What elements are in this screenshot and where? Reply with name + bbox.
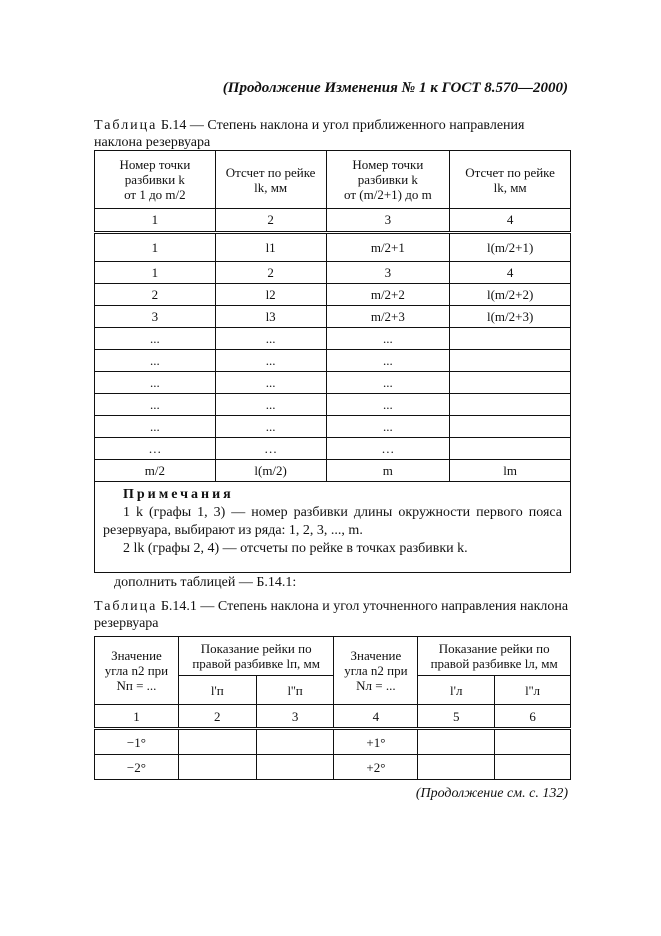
col-number: 2 bbox=[178, 705, 256, 729]
table-cell: l3 bbox=[215, 306, 326, 328]
table2-caption-label: Таблица bbox=[94, 599, 158, 614]
head-text: от 1 до m/2 bbox=[124, 187, 186, 202]
head-text: Показание рейки по bbox=[438, 641, 550, 656]
table-cell: l(m/2) bbox=[215, 460, 326, 482]
table-row bbox=[95, 729, 571, 755]
table-row bbox=[95, 394, 571, 416]
table-cell: −2° bbox=[95, 755, 179, 780]
table-row bbox=[95, 262, 571, 284]
table2-head-angle-l bbox=[334, 637, 418, 705]
table-row bbox=[95, 416, 571, 438]
head-text: Отсчет по рейке bbox=[225, 164, 316, 180]
table1-head-col4 bbox=[450, 151, 571, 209]
col-number: 1 bbox=[95, 705, 179, 729]
table-cell: m/2 bbox=[95, 460, 216, 482]
table-cell: ... bbox=[215, 372, 326, 394]
head-text: Nл = ... bbox=[356, 678, 396, 693]
table-cell: ... bbox=[215, 416, 326, 438]
table-cell: +2° bbox=[334, 755, 418, 780]
table1-notes-row bbox=[95, 482, 571, 573]
note-2: 2 lk (графы 2, 4) — отсчеты по рейке в точках разбивки k. bbox=[123, 541, 468, 556]
head-text: lk, мм bbox=[254, 179, 288, 195]
table-b14-1 bbox=[94, 636, 571, 780]
table-cell bbox=[450, 372, 571, 394]
head-text: разбивки k bbox=[124, 172, 185, 187]
table2-subhead: l'л bbox=[418, 676, 495, 705]
head-text: Номер точки bbox=[119, 157, 191, 172]
table-cell: m/2+3 bbox=[326, 306, 450, 328]
table-cell: ... bbox=[95, 394, 216, 416]
table2-caption-text: Б.14.1 — Степень наклона и угол уточненного направления наклона резервуара bbox=[94, 599, 569, 631]
table1-header-row bbox=[95, 151, 571, 209]
table-cell: m/2+1 bbox=[326, 233, 450, 262]
table2-subhead: l''п bbox=[256, 676, 334, 705]
head-text: разбивки k bbox=[357, 172, 418, 187]
table-cell: m/2+2 bbox=[326, 284, 450, 306]
table-cell: ... bbox=[95, 350, 216, 372]
note-1: 1 k (графы 1, 3) — номер разбивки длины окружности первого пояса резервуара, выбирают из ряда: 1, 2, 3, ..., m. bbox=[103, 505, 562, 538]
table1-caption-text: Б.14 — Степень наклона и угол приближенного направления наклона резервуара bbox=[94, 118, 525, 150]
table-cell: … bbox=[215, 438, 326, 460]
table2-subhead: l''л bbox=[495, 676, 571, 705]
table-cell bbox=[178, 729, 256, 755]
col-number: 5 bbox=[418, 705, 495, 729]
table-cell bbox=[256, 755, 334, 780]
table2-head-left-reading bbox=[418, 637, 571, 676]
table-cell: l2 bbox=[215, 284, 326, 306]
table-row bbox=[95, 233, 571, 262]
table-row bbox=[95, 350, 571, 372]
table-cell: ... bbox=[95, 328, 216, 350]
table2-subhead: l'п bbox=[178, 676, 256, 705]
table1-head-col1 bbox=[95, 151, 216, 209]
table1-head-col3 bbox=[326, 151, 450, 209]
table1-head-col2 bbox=[215, 151, 326, 209]
head-text: Значение bbox=[350, 648, 402, 663]
amendment-instruction: дополнить таблицей — Б.14.1: bbox=[114, 575, 297, 590]
col-number: 4 bbox=[450, 209, 571, 233]
table-cell: m bbox=[326, 460, 450, 482]
head-text: правой разбивке lп, мм bbox=[192, 656, 320, 671]
table-cell: ... bbox=[215, 394, 326, 416]
head-text: от (m/2+1) до m bbox=[344, 187, 432, 202]
page-running-header: (Продолжение Изменения № 1 к ГОСТ 8.570—2000) bbox=[222, 80, 568, 96]
table-cell: l1 bbox=[215, 233, 326, 262]
table-cell: … bbox=[95, 438, 216, 460]
table-cell bbox=[450, 328, 571, 350]
table-row bbox=[95, 372, 571, 394]
table-row bbox=[95, 284, 571, 306]
table-cell: ... bbox=[215, 328, 326, 350]
table-cell: 3 bbox=[326, 262, 450, 284]
table-cell: 1 bbox=[95, 262, 216, 284]
table-cell bbox=[450, 394, 571, 416]
table-cell bbox=[495, 755, 571, 780]
col-number: 6 bbox=[495, 705, 571, 729]
head-text: Отсчет по рейке bbox=[465, 164, 555, 180]
table-cell bbox=[418, 755, 495, 780]
table-cell: 2 bbox=[95, 284, 216, 306]
col-number: 1 bbox=[95, 209, 216, 233]
table-b14 bbox=[94, 150, 571, 573]
table-cell bbox=[418, 729, 495, 755]
table-row bbox=[95, 460, 571, 482]
head-text: Показание рейки по bbox=[200, 641, 312, 656]
table-cell: ... bbox=[215, 350, 326, 372]
table-row bbox=[95, 438, 571, 460]
table-cell bbox=[495, 729, 571, 755]
col-number: 3 bbox=[256, 705, 334, 729]
table-row bbox=[95, 328, 571, 350]
table-cell: +1° bbox=[334, 729, 418, 755]
head-text: правой разбивке lл, мм bbox=[430, 656, 558, 671]
head-text: lk, мм bbox=[493, 179, 527, 195]
table1-caption bbox=[94, 117, 570, 151]
table-cell: ... bbox=[326, 394, 450, 416]
table-cell: 1 bbox=[95, 233, 216, 262]
table-cell: ... bbox=[326, 416, 450, 438]
table-cell: ... bbox=[326, 328, 450, 350]
table-cell bbox=[450, 438, 571, 460]
table-cell: 4 bbox=[450, 262, 571, 284]
table-cell: l(m/2+3) bbox=[450, 306, 571, 328]
col-number: 4 bbox=[334, 705, 418, 729]
head-text: угла n2 при bbox=[344, 663, 408, 678]
col-number: 2 bbox=[215, 209, 326, 233]
table-cell: 2 bbox=[215, 262, 326, 284]
page-footer-continuation: (Продолжение см. с. 132) bbox=[415, 786, 568, 801]
table-cell bbox=[450, 350, 571, 372]
table-cell: ... bbox=[95, 416, 216, 438]
table-cell: ... bbox=[95, 372, 216, 394]
table2-head-angle-n bbox=[95, 637, 179, 705]
head-text: Значение bbox=[111, 648, 162, 663]
notes-title: Примечания bbox=[123, 487, 234, 502]
table-cell bbox=[256, 729, 334, 755]
table-cell: l(m/2+2) bbox=[450, 284, 571, 306]
table2-head-right-reading bbox=[178, 637, 334, 676]
col-number: 3 bbox=[326, 209, 450, 233]
table-cell: ... bbox=[326, 350, 450, 372]
table-cell: l(m/2+1) bbox=[450, 233, 571, 262]
table1-notes bbox=[95, 482, 571, 573]
table2-column-number-row bbox=[95, 705, 571, 729]
table-cell: ... bbox=[326, 372, 450, 394]
table-cell bbox=[450, 416, 571, 438]
table2-caption bbox=[94, 598, 570, 632]
head-text: Nп = ... bbox=[116, 678, 157, 693]
table1-column-number-row bbox=[95, 209, 571, 233]
table-cell: … bbox=[326, 438, 450, 460]
table-row bbox=[95, 755, 571, 780]
table2-header-row bbox=[95, 637, 571, 676]
table1-caption-label: Таблица bbox=[94, 118, 158, 133]
table-cell: lm bbox=[450, 460, 571, 482]
head-text: Номер точки bbox=[352, 157, 424, 172]
head-text: угла n2 при bbox=[104, 663, 169, 678]
table-cell bbox=[178, 755, 256, 780]
table-cell: 3 bbox=[95, 306, 216, 328]
table-cell: −1° bbox=[95, 729, 179, 755]
table-row bbox=[95, 306, 571, 328]
